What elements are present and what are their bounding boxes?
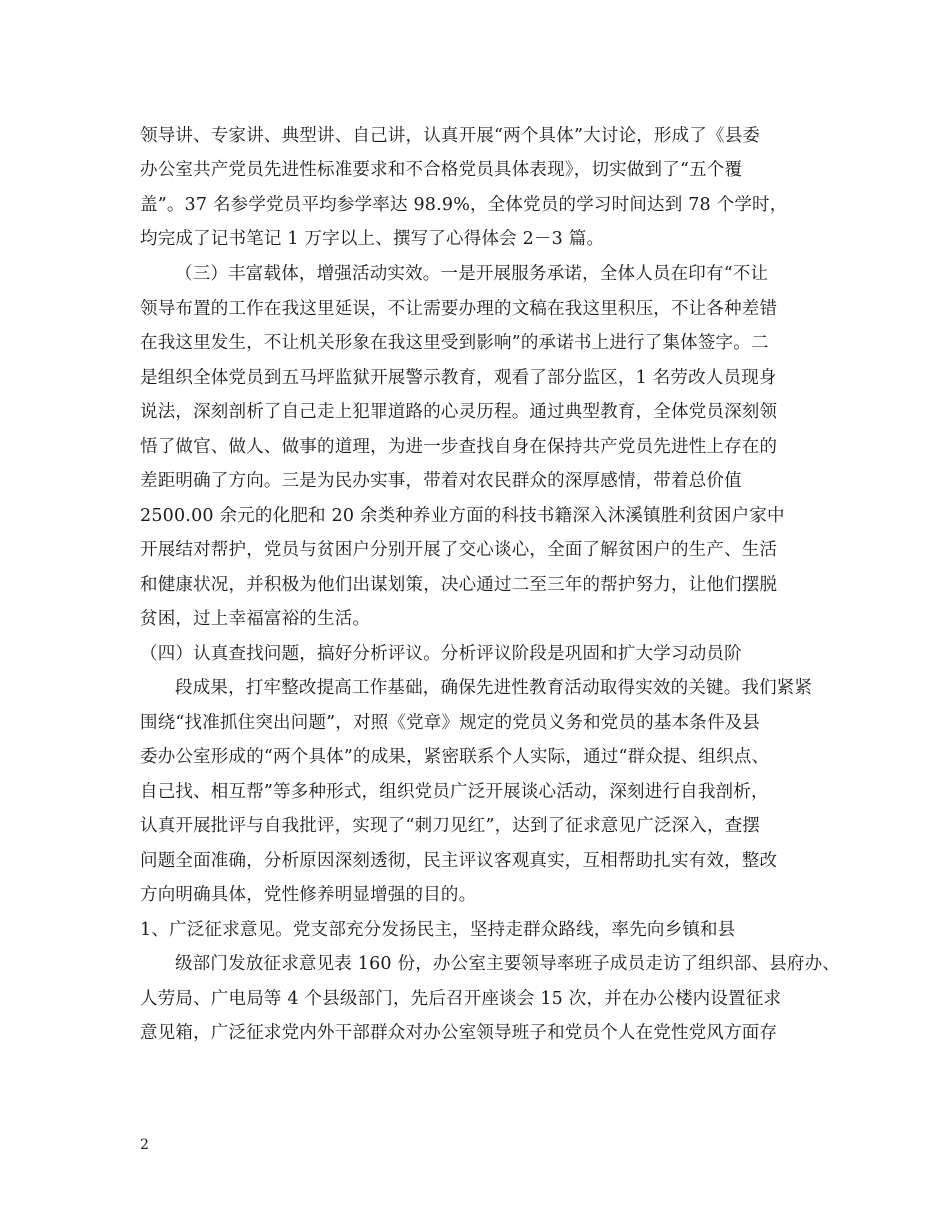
body-text-line: （四）认真查找问题，搞好分析评议。分析评议阶段是巩固和扩大学习动员阶 <box>140 644 742 664</box>
body-text-line: 方向明确具体，党性修养明显增强的目的。 <box>140 885 477 905</box>
body-text-line: 领导讲、专家讲、典型讲、自己讲，认真开展“两个具体”大讨论，形成了《县委 <box>140 126 761 146</box>
numbered-item-one: 级部门发放征求意见表 160 份，办公室主要领导率班子成员走访了组织部、县府办、 <box>175 954 841 974</box>
body-text-line: 领导布置的工作在我这里延误，不让需要办理的文稿在我这里积压，不让各种差错 <box>140 299 778 319</box>
body-text-line <box>140 1056 820 1080</box>
page-number: 2 <box>140 1137 149 1153</box>
paragraph-heading-three: （三）丰富载体，增强活动实效。一是开展服务承诺，全体人员在印有“不让 <box>175 264 769 284</box>
body-text-line: 在我这里发生，不让机关形象在我这里受到影响”的承诺书上进行了集体签字。二 <box>140 333 769 353</box>
body-text-line: 2500.00 余元的化肥和 20 余类种养业方面的科技书籍深入沐溪镇胜利贫困户家中 <box>140 506 785 526</box>
body-text-line: 1、广泛征求意见。党支部充分发扬民主，坚持走群众路线，率先向乡镇和县 <box>140 920 736 940</box>
body-text-line: 说法，深刻剖析了自己走上犯罪道路的心灵历程。通过典型教育，全体党员深刻领 <box>140 402 778 422</box>
body-text-line: 悟了做官、做人、做事的道理，为进一步查找自身在保持共产党员先进性上存在的 <box>140 437 778 457</box>
body-text-line: 差距明确了方向。三是为民办实事，带着对农民群众的深厚感情，带着总价值 <box>140 471 742 491</box>
body-text-line: 围绕“找准抓住突出问题”，对照《党章》规定的党员义务和党员的基本条件及县 <box>140 713 761 733</box>
body-text-line: 是组织全体党员到五马坪监狱开展警示教育，观看了部分监区，1 名劳改人员现身 <box>140 368 777 388</box>
body-text-line: 自己找、相互帮”等多种形式，组织党员广泛开展谈心活动，深刻进行自我剖析， <box>140 782 769 802</box>
body-text-line: 人劳局、广电局等 4 个县级部门，先后召开座谈会 15 次，并在办公楼内设置征求 <box>140 989 782 1009</box>
body-text-line: 和健康状况，并积极为他们出谋划策，决心通过二至三年的帮护努力，让他们摆脱 <box>140 575 778 595</box>
body-text-line: 均完成了记书笔记 1 万字以上、撰写了心得体会 2－3 篇。 <box>140 229 605 249</box>
paragraph-heading-four: 段成果，打牢整改提高工作基础，确保先进性教育活动取得实效的关键。我们紧紧 <box>175 678 813 698</box>
body-text-line: 委办公室形成的“两个具体”的成果，紧密联系个人实际，通过“群众提、组织点、 <box>140 747 770 767</box>
body-text-line: 问题全面准确，分析原因深刻透彻，民主评议客观真实，互相帮助扎实有效，整改 <box>140 851 778 871</box>
body-text-line: 办公室共产党员先进性标准要求和不合格党员具体表现》，切实做到了“五个覆 <box>140 160 743 180</box>
body-text-line: 意见箱，广泛征求党内外干部群众对办公室领导班子和党员个人在党性党风方面存 <box>140 1023 778 1043</box>
body-text-line: 开展结对帮护，党员与贫困户分别开展了交心谈心，全面了解贫困户的生产、生活 <box>140 540 778 560</box>
body-text-line: 盖”。37 名参学党员平均参学率达 98.9%，全体党员的学习时间达到 78 个学时， <box>140 195 788 215</box>
body-text-line: 认真开展批评与自我批评，实现了“刺刀见红”，达到了征求意见广泛深入，查摆 <box>140 816 761 836</box>
body-text-line: 贫困，过上幸福富裕的生活。 <box>140 609 371 629</box>
